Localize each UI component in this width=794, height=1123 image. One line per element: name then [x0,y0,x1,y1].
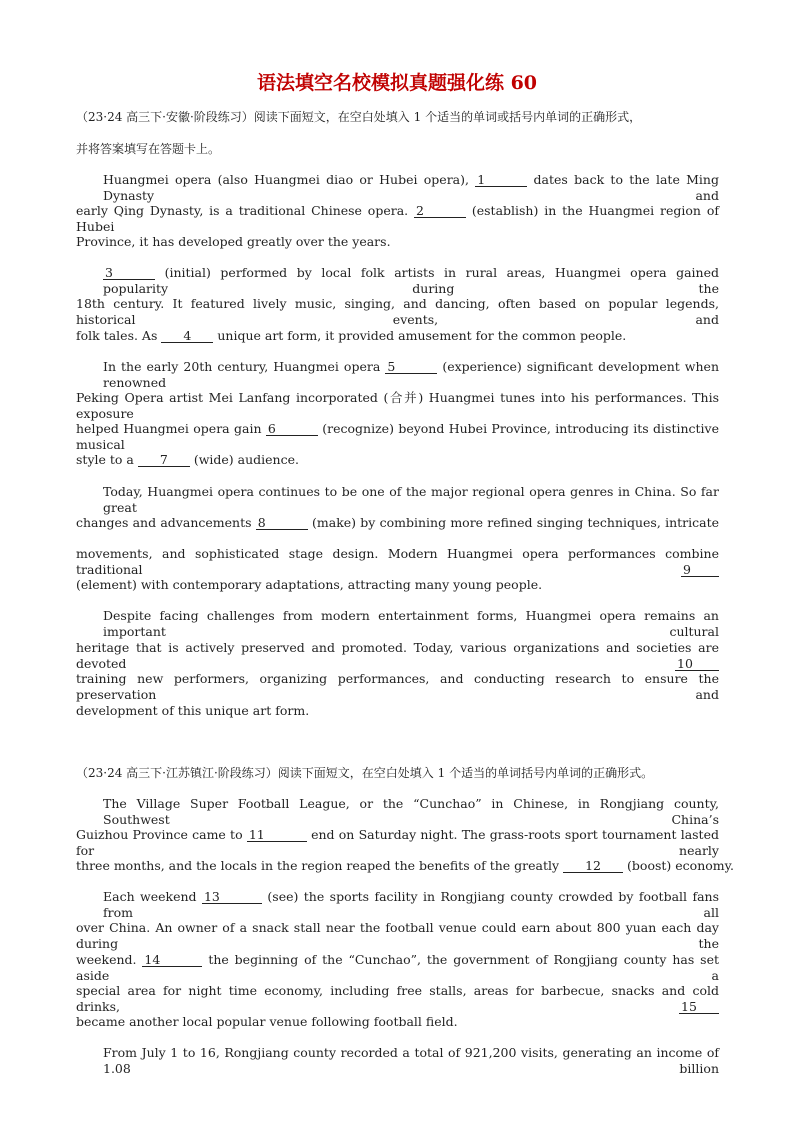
blank-15[interactable]: 15 [679,1000,719,1014]
blank-11[interactable]: 11 [247,828,307,842]
paragraph-line: became another local popular venue following football field. [76,1014,458,1029]
paragraph-line: From July 1 to 16, Rongjiang county recorded a total of 921,200 visits, generating an income of 1.08 billion [103,1045,719,1076]
blank-3[interactable]: 3 [103,266,155,280]
blank-14[interactable]: 14 [142,953,202,967]
paragraph-line: movements, and sophisticated stage design. Modern Huangmei opera performances combine traditional 9 [76,546,719,577]
paragraph-line: Today, Huangmei opera continues to be one of the major regional opera genres in China. So far great [103,484,719,515]
blank-12[interactable]: 12 [563,859,623,873]
paragraph-line: training new performers, organizing performances, and conducting research to ensure the preservation and [76,671,719,702]
paragraph-line: special area for night time economy, including free stalls, areas for barbecue, snacks and cold drinks, 15 [76,983,719,1014]
section1-instruction-line1: （23·24 高三下·安徽·阶段练习）阅读下面短文，在空白处填入 1 个适当的单词或括号内单词的正确形式， [76,110,642,124]
paragraph-line: Peking Opera artist Mei Lanfang incorporated (合并) Huangmei tunes into his performances. This exposure [76,390,719,421]
blank-13[interactable]: 13 [202,890,262,904]
paragraph-line: The Village Super Football League, or the “Cunchao” in Chinese, in Rongjiang county, Southwest China’s [103,796,719,827]
paragraph-line: over China. An owner of a snack stall near the football venue could earn about 800 yuan each day during the [76,920,719,951]
paragraph-line: In the early 20th century, Huangmei opera 5 (experience) significant development when renowned [103,359,719,390]
blank-5[interactable]: 5 [385,360,437,374]
blank-8[interactable]: 8 [256,516,308,530]
blank-10[interactable]: 10 [675,657,719,671]
paragraph-line: early Qing Dynasty, is a traditional Chinese opera. 2 (establish) in the Huangmei region of Hubei [76,203,719,234]
paragraph-line: Province, it has developed greatly over the years. [76,234,391,249]
blank-9[interactable]: 9 [681,563,719,577]
paragraph-line: helped Huangmei opera gain 6 (recognize) beyond Hubei Province, introducing its distinctive musical [76,421,720,452]
page-title: 语法填空名校模拟真题强化练 60 [256,72,538,94]
blank-6[interactable]: 6 [266,422,318,436]
paragraph-line: 3 (initial) performed by local folk artists in rural areas, Huangmei opera gained popularity during the [103,265,720,296]
section2-instruction: （23·24 高三下·江苏镇江·阶段练习）阅读下面短文，在空白处填入 1 个适当的单词括号内单词的正确形式。 [76,766,654,780]
blank-7[interactable]: 7 [138,453,190,467]
paragraph-line: 18th century. It featured lively music, singing, and dancing, often based on popular legends, historical events, and [76,296,719,327]
paragraph-line: Huangmei opera (also Huangmei diao or Hubei opera), 1 dates back to the late Ming Dynasty and [103,172,719,203]
paragraph-line: Despite facing challenges from modern entertainment forms, Huangmei opera remains an important cultural [103,608,719,639]
section1-instruction-line2: 并将答案填写在答题卡上。 [76,142,221,156]
paragraph-line: heritage that is actively preserved and promoted. Today, various organizations and societies are devoted 10 [76,640,719,671]
paragraph-line: style to a 7 (wide) audience. [76,452,299,467]
blank-4[interactable]: 4 [161,329,213,343]
paragraph-line: Each weekend 13 (see) the sports facility in Rongjiang county crowded by football fans from all [103,889,719,920]
paragraph-line: Guizhou Province came to 11 end on Saturday night. The grass-roots sport tournament lasted for nearly [76,827,719,858]
paragraph-line: weekend. 14 the beginning of the “Cunchao”, the government of Rongjiang county has set aside a [76,952,720,983]
blank-1[interactable]: 1 [475,173,527,187]
paragraph-line: (element) with contemporary adaptations, attracting many young people. [76,577,543,592]
paragraph-line: development of this unique art form. [76,703,310,718]
paragraph-line: folk tales. As 4 unique art form, it provided amusement for the common people. [76,328,627,343]
blank-2[interactable]: 2 [414,204,466,218]
paragraph-line: changes and advancements 8 (make) by combining more refined singing techniques, intricate [76,515,719,530]
paragraph-line: three months, and the locals in the region reaped the benefits of the greatly 12 (boost) economy. [76,858,734,873]
